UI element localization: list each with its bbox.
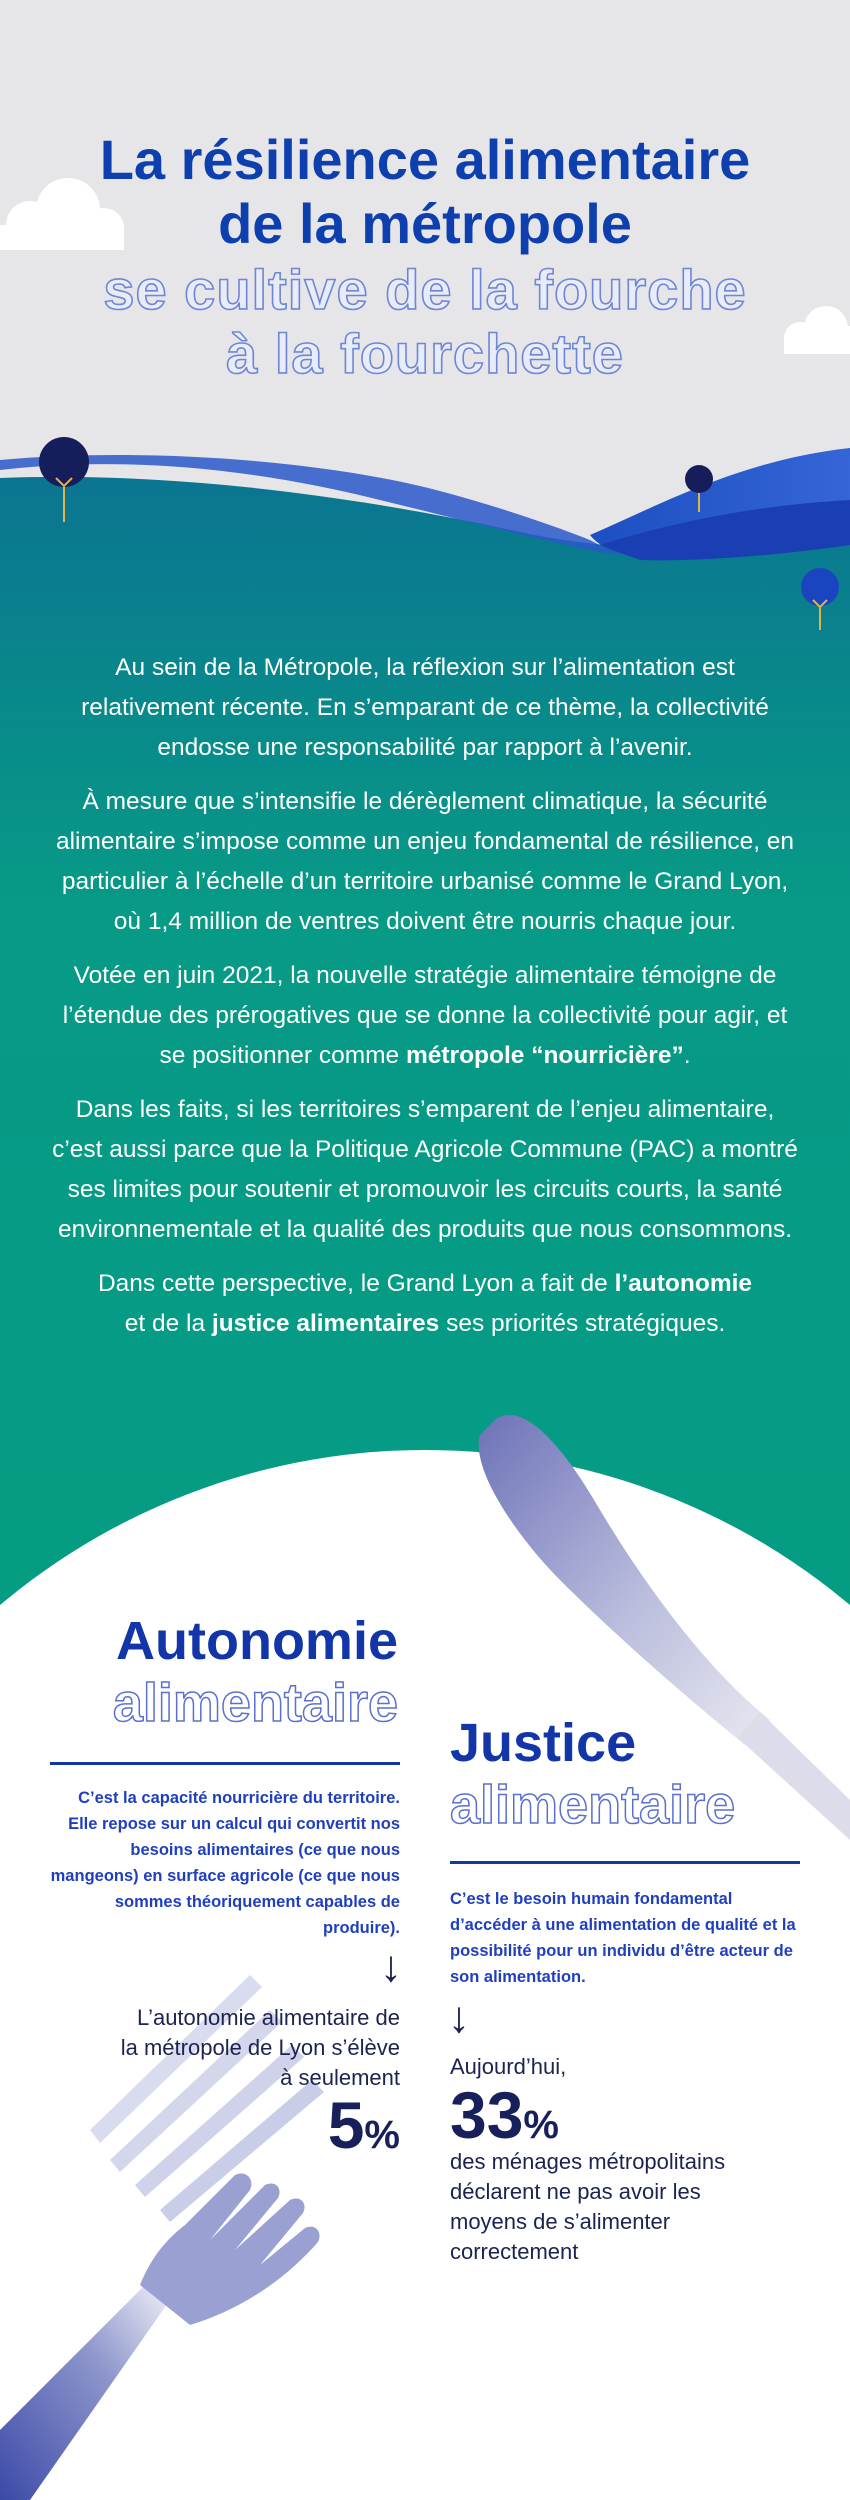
autonomie-title-outline: alimentaire bbox=[112, 1673, 398, 1733]
justice-stat-intro: Aujourd’hui, bbox=[450, 2054, 567, 2079]
intro-paragraph-2: À mesure que s’intensifie le dérèglement climatique, la sécurité alimentaire s’impose comme un enjeu fondamental de résilience, en particulier à l’échelle d’un territoire urbanisé comme le Grand Lyon, où 1,4 million de ventres doivent être nourris chaque jour. bbox=[55, 788, 795, 935]
justice-definition: C’est le besoin humain fondamental d’accéder à une alimentation de qualité et la possibilité pour un individu d’être acteur de son alimentation. bbox=[450, 1890, 796, 1986]
subtitle-line-1: se cultive de la fourche bbox=[103, 258, 747, 321]
justice-heading bbox=[450, 1712, 735, 1836]
page-title bbox=[0, 128, 850, 256]
intro-text bbox=[50, 648, 800, 1358]
autonomie-definition: C’est la capacité nourricière du territoire. Elle repose sur un calcul qui convertit nos besoins alimentaires (ce que nous mangeons) en surface agricole (ce que nous sommes théoriquement capables de produire). bbox=[50, 1789, 400, 1937]
autonomie-heading bbox=[113, 1610, 398, 1734]
justice-stat-text: des ménages métropolitains déclarent ne pas avoir les moyens de s’alimenter correctement bbox=[450, 2149, 726, 2264]
autonomie-title: Autonomie bbox=[116, 1611, 398, 1671]
page-subtitle bbox=[0, 258, 850, 386]
autonomie-stat-text: L’autonomie alimentaire de la métropole de Lyon s’élève à seulement bbox=[120, 2005, 400, 2090]
title-line-1: La résilience alimentaire bbox=[99, 128, 751, 191]
justice-title: Justice bbox=[450, 1713, 637, 1773]
subtitle-line-2: à la fourchette bbox=[226, 322, 624, 385]
justice-title-outline: alimentaire bbox=[450, 1775, 736, 1835]
autonomie-stat-value: 5% bbox=[327, 2088, 400, 2162]
intro-paragraph-3: Votée en juin 2021, la nouvelle stratégie alimentaire témoigne de l’étendue des prérogatives que se donne la collectivité pour agir, et se positionner comme métropole “nourricière”. bbox=[62, 962, 788, 1069]
autonomie-divider bbox=[50, 1762, 400, 1765]
intro-paragraph-4: Dans les faits, si les territoires s’emparent de l’enjeu alimentaire, c’est aussi parce que la Politique Agricole Commune (PAC) a montré ses limites pour soutenir et promouvoir les circuits courts, la santé environnementale et la qualité des produits que nous consommons. bbox=[52, 1096, 798, 1243]
down-arrow-icon: ↓ bbox=[448, 1993, 470, 2042]
justice-divider bbox=[450, 1861, 800, 1864]
down-arrow-icon: ↓ bbox=[380, 1942, 402, 1991]
intro-paragraph-1: Au sein de la Métropole, la réflexion sur l’alimentation est relativement récente. En s’emparant de ce thème, la collectivité endosse une responsabilité par rapport à l’avenir. bbox=[81, 654, 769, 761]
title-line-2: de la métropole bbox=[218, 192, 632, 255]
justice-stat-value: 33% bbox=[450, 2078, 559, 2152]
intro-paragraph-5: Dans cette perspective, le Grand Lyon a fait de l’autonomie et de la justice alimentaires ses priorités stratégiques. bbox=[97, 1270, 753, 1337]
